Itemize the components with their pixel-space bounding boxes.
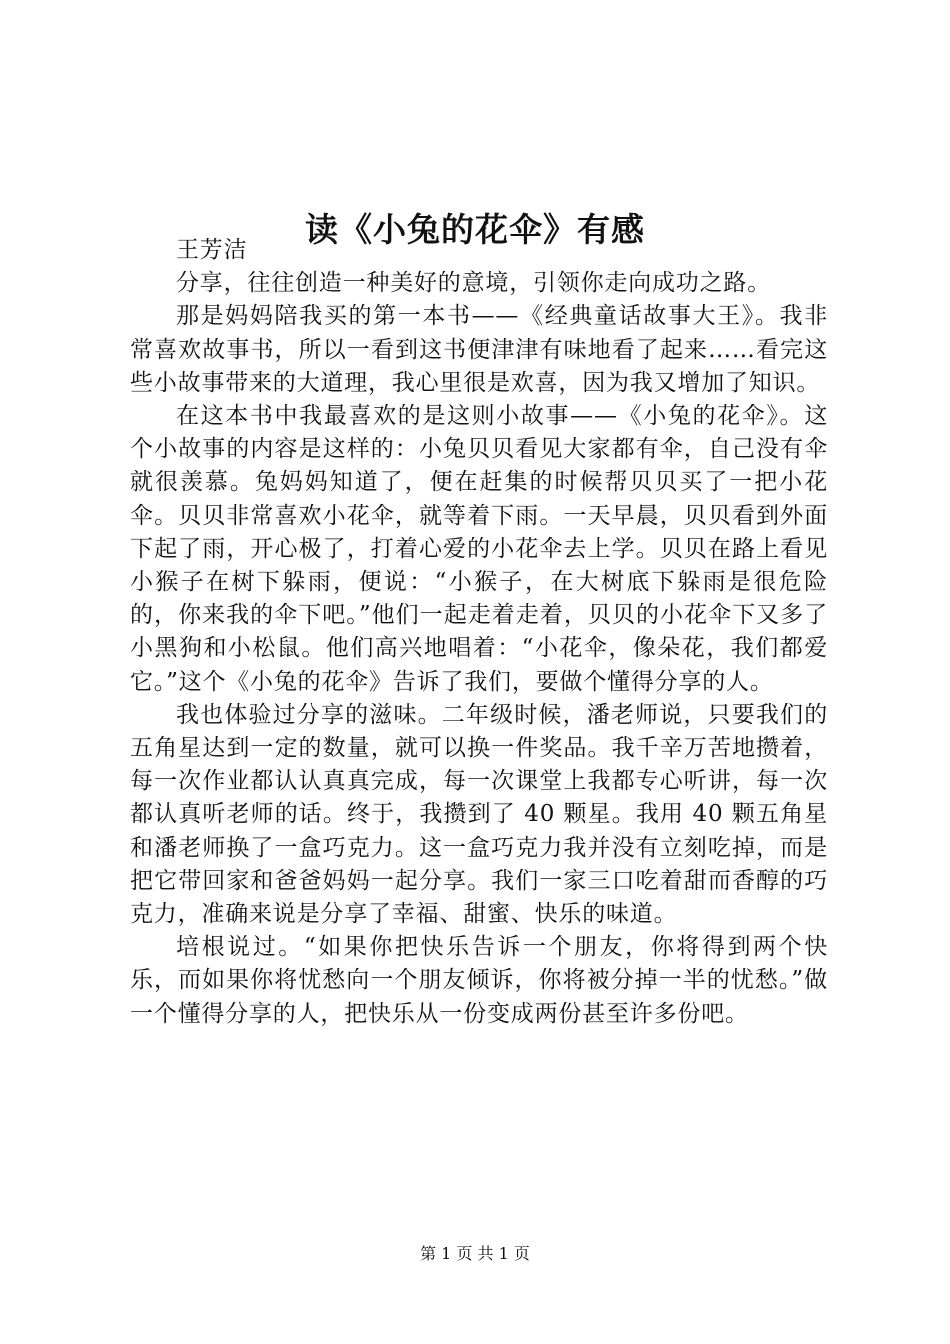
- page-footer: 第 1 页 共 1 页: [420, 1244, 530, 1263]
- paragraph-1: 分享，往往创造一种美好的意境，引领你走向成功之路。: [176, 270, 771, 297]
- paragraph-2: 那是妈妈陪我买的第一本书——《经典童话故事大王》。我非常喜欢故事书，所以一看到这书便津津有味地看了起来……看完这些小故事带来的大道理，我心里很是欢喜，因为我又增加了知识。: [130, 303, 828, 396]
- paragraph-3: 在这本书中我最喜欢的是这则小故事——《小兔的花伞》。这个小故事的内容是这样的：小兔贝贝看见大家都有伞，自己没有伞就很羡慕。兔妈妈知道了，便在赶集的时候帮贝贝买了一把小花伞。贝贝非常喜欢小花伞，就等着下雨。一天早晨，贝贝看到外面下起了雨，开心极了，打着心爱的小花伞去上学。贝贝在路上看见小猴子在树下躲雨，便说：“小猴子，在大树底下躲雨是很危险的，你来我的伞下吧。”他们一起走着走着，贝贝的小花伞下又多了小黑狗和小松鼠。他们高兴地唱着：“小花伞，像朵花，我们都爱它。”这个《小兔的花伞》告诉了我们，要做个懂得分享的人。: [130, 403, 828, 695]
- document-title: 读《小兔的花伞》有感: [305, 210, 645, 250]
- author-line: 王芳洁: [176, 237, 248, 263]
- document-body: [130, 234, 828, 1031]
- paragraph-4: 我也体验过分享的滋味。二年级时候，潘老师说，只要我们的五角星达到一定的数量，就可以换一件奖品。我千辛万苦地攒着，每一次作业都认认真真完成，每一次课堂上我都专心听讲，每一次都认真听老师的话。终于，我攒到了 40 颗星。我用 40 颗五角星和潘老师换了一盒巧克力。这一盒巧克力我并没有立刻吃掉，而是把它带回家和爸爸妈妈一起分享。我们一家三口吃着甜而香醇的巧克力，准确来说是分享了幸福、甜蜜、快乐的味道。: [130, 701, 828, 928]
- paragraph-5: 培根说过。“如果你把快乐告诉一个朋友，你将得到两个快乐，而如果你将忧愁向一个朋友倾诉，你将被分掉一半的忧愁。”做一个懂得分享的人，把快乐从一份变成两份甚至许多份吧。: [130, 934, 828, 1027]
